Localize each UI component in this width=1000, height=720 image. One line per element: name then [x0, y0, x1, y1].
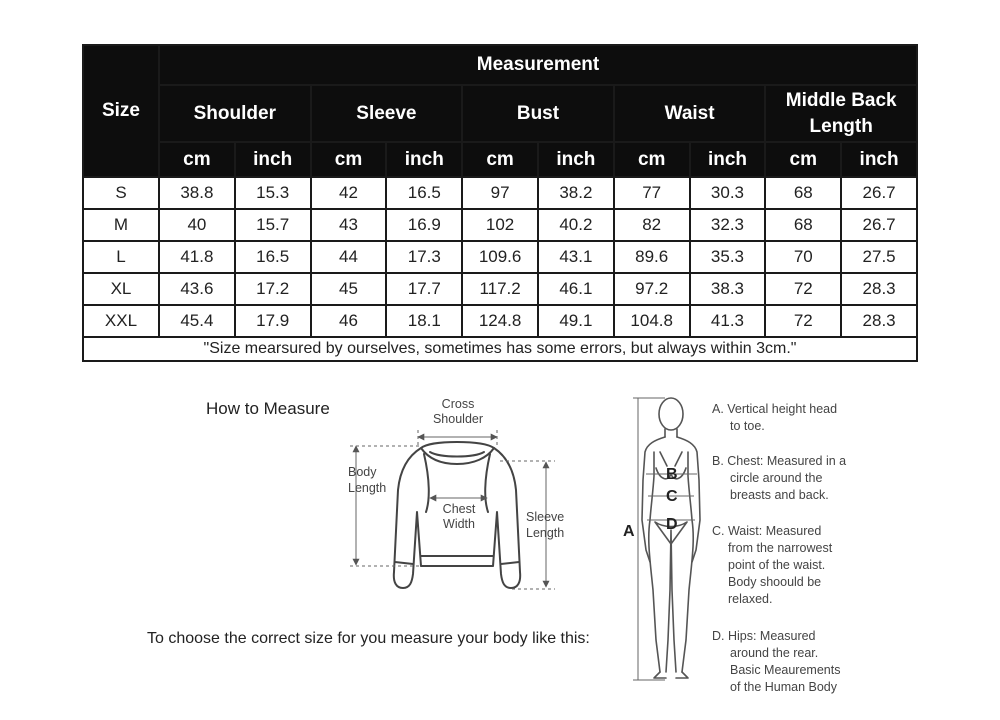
unit-header-inch: inch — [538, 142, 614, 177]
value-cell: 26.7 — [841, 177, 917, 209]
size-column-header: Size — [83, 45, 159, 177]
value-cell: 42 — [311, 177, 387, 209]
unit-header-cm: cm — [614, 142, 690, 177]
guide-d-line2: around the rear. — [730, 646, 819, 660]
guide-a-line1: A. Vertical height head — [712, 402, 838, 416]
unit-header-inch: inch — [235, 142, 311, 177]
value-cell: 97.2 — [614, 273, 690, 305]
cross-shoulder-label-line1: Cross — [441, 397, 475, 411]
value-cell: 38.3 — [690, 273, 766, 305]
value-cell: 27.5 — [841, 241, 917, 273]
value-cell: 30.3 — [690, 177, 766, 209]
guide-c-line1: C. Waist: Measured — [712, 524, 822, 538]
unit-header-cm: cm — [159, 142, 235, 177]
value-cell: 17.7 — [386, 273, 462, 305]
guide-d-line1: D. Hips: Measured — [712, 629, 816, 643]
chest-width-label — [432, 502, 486, 532]
value-cell: 43.6 — [159, 273, 235, 305]
size-cell: S — [83, 177, 159, 209]
value-cell: 68 — [765, 177, 841, 209]
value-cell: 44 — [311, 241, 387, 273]
shoulder-header: Shoulder — [159, 85, 311, 142]
unit-header-inch: inch — [841, 142, 917, 177]
value-cell: 26.7 — [841, 209, 917, 241]
sleeve-length-label-line1: Sleeve — [526, 510, 565, 524]
unit-header-cm: cm — [462, 142, 538, 177]
value-cell: 49.1 — [538, 305, 614, 337]
value-cell: 72 — [765, 305, 841, 337]
sleeve-header: Sleeve — [311, 85, 463, 142]
value-cell: 16.5 — [386, 177, 462, 209]
guide-c — [712, 523, 832, 608]
value-cell: 82 — [614, 209, 690, 241]
value-cell: 46.1 — [538, 273, 614, 305]
value-cell: 117.2 — [462, 273, 538, 305]
value-cell: 15.7 — [235, 209, 311, 241]
value-cell: 46 — [311, 305, 387, 337]
guide-b-line3: breasts and back. — [730, 488, 829, 502]
unit-header-inch: inch — [386, 142, 462, 177]
instruction-text: To choose the correct size for you measure your body like this: — [147, 630, 590, 647]
value-cell: 32.3 — [690, 209, 766, 241]
value-cell: 16.9 — [386, 209, 462, 241]
value-cell: 43 — [311, 209, 387, 241]
measurement-note: "Size mearsured by ourselves, sometimes has some errors, but always within 3cm." — [83, 337, 917, 361]
value-cell: 38.2 — [538, 177, 614, 209]
chest-width-label-line1: Chest — [442, 502, 476, 516]
guide-d-line4: of the Human Body — [730, 680, 838, 694]
unit-header-cm: cm — [765, 142, 841, 177]
value-cell: 41.3 — [690, 305, 766, 337]
bust-header: Bust — [462, 85, 614, 142]
body-length-label-line2: Length — [348, 481, 387, 495]
chest-width-label-line2: Width — [443, 517, 475, 531]
value-cell: 109.6 — [462, 241, 538, 273]
value-cell: 72 — [765, 273, 841, 305]
measurement-header: Measurement — [159, 45, 917, 85]
size-cell: XL — [83, 273, 159, 305]
value-cell: 18.1 — [386, 305, 462, 337]
cross-shoulder-label — [421, 397, 495, 427]
human-body-figure — [642, 398, 700, 678]
value-cell: 89.6 — [614, 241, 690, 273]
value-cell: 28.3 — [841, 305, 917, 337]
unit-header-cm: cm — [311, 142, 387, 177]
unit-header-inch: inch — [690, 142, 766, 177]
guide-c-line5: relaxed. — [728, 592, 773, 606]
guide-a — [712, 401, 837, 435]
value-cell: 15.3 — [235, 177, 311, 209]
human-body-measure-lines — [633, 398, 697, 680]
body-letter-d: D — [666, 516, 678, 533]
body-letter-a: A — [623, 523, 635, 540]
value-cell: 40 — [159, 209, 235, 241]
guide-a-line2: to toe. — [730, 419, 765, 433]
value-cell: 70 — [765, 241, 841, 273]
sleeve-length-label-line2: Length — [526, 526, 565, 540]
waist-header: Waist — [614, 85, 766, 142]
middle-back-length-header: Middle Back Length — [765, 85, 917, 142]
value-cell: 28.3 — [841, 273, 917, 305]
value-cell: 68 — [765, 209, 841, 241]
value-cell: 45 — [311, 273, 387, 305]
cross-shoulder-label-line2: Shoulder — [432, 412, 484, 426]
guide-d — [712, 628, 840, 696]
value-cell: 38.8 — [159, 177, 235, 209]
guide-c-line4: Body shoould be — [728, 575, 822, 589]
value-cell: 45.4 — [159, 305, 235, 337]
body-letter-b: B — [666, 466, 678, 483]
sleeve-length-label — [526, 509, 564, 541]
value-cell: 40.2 — [538, 209, 614, 241]
value-cell: 17.3 — [386, 241, 462, 273]
value-cell: 41.8 — [159, 241, 235, 273]
guide-b-line2: circle around the — [730, 471, 823, 485]
value-cell: 16.5 — [235, 241, 311, 273]
body-length-label-line1: Body — [348, 465, 377, 479]
guide-b — [712, 453, 846, 504]
value-cell: 35.3 — [690, 241, 766, 273]
size-cell: M — [83, 209, 159, 241]
guide-c-line3: point of the waist. — [728, 558, 826, 572]
guide-c-line2: from the narrowest — [728, 541, 833, 555]
size-cell: XXL — [83, 305, 159, 337]
value-cell: 43.1 — [538, 241, 614, 273]
guide-b-line1: B. Chest: Measured in a — [712, 454, 847, 468]
size-cell: L — [83, 241, 159, 273]
value-cell: 102 — [462, 209, 538, 241]
value-cell: 97 — [462, 177, 538, 209]
value-cell: 77 — [614, 177, 690, 209]
value-cell: 17.9 — [235, 305, 311, 337]
value-cell: 17.2 — [235, 273, 311, 305]
guide-d-line3: Basic Meaurements — [730, 663, 841, 677]
body-length-label — [348, 464, 386, 496]
value-cell: 104.8 — [614, 305, 690, 337]
how-to-measure-heading: How to Measure — [206, 399, 330, 418]
body-letter-c: C — [666, 488, 678, 505]
value-cell: 124.8 — [462, 305, 538, 337]
